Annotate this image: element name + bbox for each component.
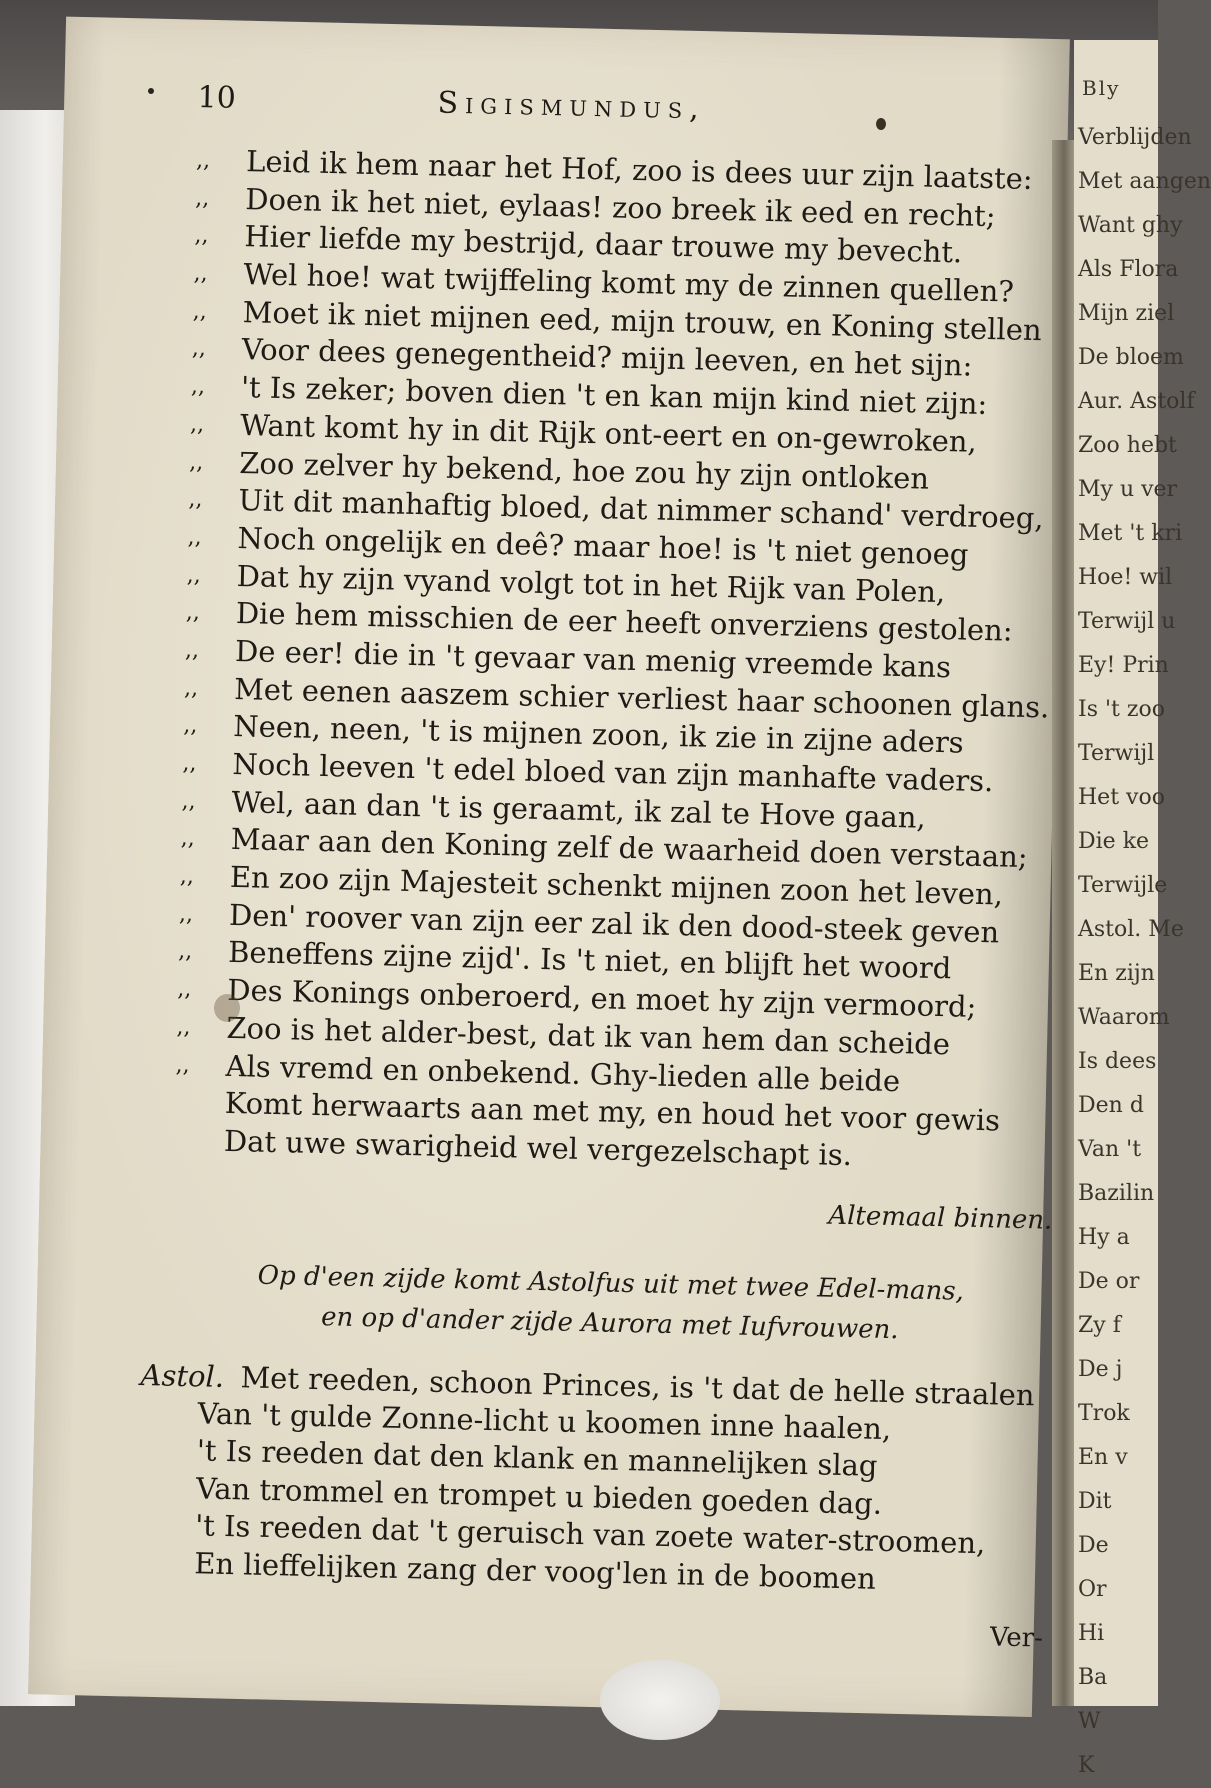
verse-line-text: Neen, neen, 't is mijnen zoon, ik zie in zijne aders — [232, 709, 965, 760]
speech-line-text: 't Is reeden dat den klank en mannelijken slag — [196, 1433, 878, 1484]
verse-line-text: Hier liefde my bestrijd, daar trouwe my bevecht. — [244, 219, 963, 270]
quote-mark: ,, — [194, 223, 209, 249]
quote-mark — [174, 1084, 225, 1123]
speech-indent — [166, 1432, 197, 1470]
facing-page-line-fragment: Terwijle — [1078, 873, 1168, 898]
facing-page-line-fragment: Or — [1078, 1577, 1107, 1602]
facing-page-line-fragment: Den d — [1078, 1093, 1144, 1118]
facing-page-line-fragment: En zijn — [1078, 961, 1155, 986]
facing-page-line-fragment: Terwijl — [1078, 741, 1155, 766]
facing-page-line-fragment: Is dees — [1078, 1049, 1157, 1074]
speech-indent — [164, 1544, 195, 1582]
quote-mark: ,, — [189, 449, 204, 475]
quote-mark: ,, — [182, 750, 197, 777]
quote-mark: ,, — [188, 487, 203, 513]
quote-mark: ,, — [187, 524, 202, 551]
ink-blot — [876, 118, 886, 130]
verse-line-text: Voor dees genegentheid? mijn leeven, en het sijn: — [241, 332, 973, 384]
verse-line-text: Komt herwaarts aan met my, en houd het voor gewis — [224, 1086, 1001, 1138]
verse-line-text: Die hem misschien de eer heeft onverziens gestolen: — [235, 596, 1013, 648]
speech-line-text: En lieffelijken zang der voog'len in de boomen — [193, 1545, 877, 1596]
quote-mark: ,, — [195, 185, 210, 211]
page-number: 10 — [197, 80, 237, 116]
quote-mark: ,, — [184, 637, 200, 664]
quote-mark: ,, — [177, 976, 192, 1003]
quote-mark: ,, — [190, 374, 206, 400]
verse-line-text: En zoo zijn Majesteit schenkt mijnen zoon het leven, — [229, 859, 1004, 912]
facing-page-line-fragment: Het voo — [1078, 785, 1165, 810]
stain-mark — [214, 994, 240, 1022]
facing-page-line-fragment: Ba — [1078, 1665, 1108, 1690]
verse-line-text: Dat hy zijn vyand volgt tot in het Rijk van Polen, — [236, 558, 946, 609]
quote-mark — [174, 1122, 225, 1161]
facing-page-line-fragment: De j — [1078, 1357, 1123, 1382]
verse-line-text: Zoo zelver hy bekend, hoe zou hy zijn ontloken — [238, 445, 930, 496]
quote-mark: ,, — [189, 411, 205, 438]
facing-page-line-fragment: Is 't zoo — [1078, 697, 1165, 722]
quote-mark: ,, — [176, 1014, 191, 1040]
finger-tip — [600, 1660, 720, 1740]
verse-line-text: Zoo is het alder-best, dat ik van hem dan scheide — [226, 1010, 951, 1062]
facing-page-line-fragment: Bazilin — [1078, 1181, 1155, 1206]
verse-line-text: De eer! die in 't gevaar van menig vreemde kans — [234, 633, 952, 685]
facing-page-line-fragment: Mijn ziel — [1078, 301, 1175, 326]
quote-mark: ,, — [180, 826, 196, 852]
verse-line-text: Den' roover van zijn eer zal ik den dood-steek geven — [228, 897, 1000, 950]
verse-line-text: Beneffens zijne zijd'. Is 't niet, en blijft het woord — [227, 935, 952, 986]
facing-page-line-fragment: Trok — [1078, 1401, 1130, 1426]
speech-line-text: Met reeden, schoon Princes, is 't dat de helle straalen — [240, 1359, 1035, 1412]
quote-mark: ,, — [193, 261, 208, 287]
facing-page-line-fragment: My u ver — [1078, 477, 1178, 502]
catchword: Ver- — [989, 1622, 1044, 1654]
verse-line-text: Als vremd en onbekend. Ghy-lieden alle beide — [225, 1048, 901, 1098]
facing-page-line-fragment: Want ghy — [1078, 213, 1183, 238]
verse-line-text: Wel hoe! wat twijffeling komt my de zinnen quellen? — [243, 257, 1015, 309]
facing-page-line-fragment: Hy a — [1078, 1225, 1130, 1250]
stage-direction-line: en op d'ander zijde Aurora met Iufvrouwen. — [320, 1301, 899, 1345]
speech-line-text: Van trommel en trompet u bieden goeden dag. — [195, 1471, 883, 1521]
facing-page-line-fragment: Zoo hebt — [1078, 433, 1177, 458]
verse-line-text: Des Konings onberoerd, en moet hy zijn vermoord; — [226, 973, 977, 1025]
entrance-stage-direction — [170, 1253, 1052, 1353]
verse-line-text: Moet ik niet mijnen eed, mijn trouw, en Koning stellen — [242, 294, 1043, 347]
facing-page-lines — [1074, 116, 1211, 1788]
speaker-name: Astol. — [140, 1357, 225, 1394]
facing-page-line-fragment: De bloem — [1078, 345, 1184, 370]
speech-indent — [165, 1507, 196, 1545]
quote-mark: ,, — [183, 675, 199, 701]
quote-mark: ,, — [177, 939, 193, 965]
exit-stage-direction: Altemaal binnen. — [828, 1200, 1053, 1236]
quote-mark: ,, — [195, 147, 211, 174]
quote-mark: ,, — [179, 863, 195, 890]
quote-mark: ,, — [183, 713, 198, 739]
verse-line-text: Doen ik het niet, eylaas! zoo breek ik eed en recht; — [244, 181, 996, 233]
facing-page-line-fragment: Verblijden — [1078, 125, 1192, 150]
facing-page-line-fragment: Die ke — [1078, 829, 1150, 854]
facing-page-running-title: Bly — [1082, 76, 1121, 100]
ink-blot — [148, 88, 154, 94]
facing-page-line-fragment: Astol. Me — [1078, 917, 1184, 942]
verse-line-text: Leid ik hem naar het Hof, zoo is dees uur zijn laatste: — [245, 144, 1034, 196]
facing-page-line-fragment: K — [1078, 1753, 1095, 1778]
facing-page-line-fragment: Terwijl u — [1078, 609, 1176, 634]
verse-line-text: Dat uwe swarigheid wel vergezelschapt is. — [223, 1123, 853, 1172]
verse-line-text: Noch ongelijk en deê? maar hoe! is 't niet genoeg — [237, 520, 969, 572]
verse-line-text: Wel, aan dan 't is geraamt, ik zal te Hove gaan, — [231, 784, 927, 835]
verse-line-text: Met eenen aaszem schier verliest haar schoonen glans. — [233, 671, 1050, 725]
facing-page-line-fragment: Met 't kri — [1078, 521, 1183, 546]
facing-page-line-fragment: Als Flora — [1078, 257, 1179, 282]
facing-page-line-fragment: De — [1078, 1533, 1109, 1558]
speech-block — [140, 1357, 1049, 1601]
verse-line-text: 't Is zeker; boven dien 't en kan mijn kind niet zijn: — [240, 370, 988, 422]
quote-mark: ,, — [181, 788, 196, 814]
quote-mark: ,, — [192, 298, 208, 325]
verse-line-text: Uit dit manhaftig bloed, dat nimmer schand' verdroeg, — [238, 483, 1044, 536]
speech-indent — [166, 1469, 197, 1507]
facing-page-line-fragment: En v — [1078, 1445, 1128, 1470]
facing-page-line-fragment: Waarom — [1078, 1005, 1170, 1030]
quote-mark: ,, — [186, 562, 202, 588]
speech-line-text: 't Is reeden dat 't geruisch van zoete water-stroomen, — [194, 1508, 986, 1561]
verse-line-text: Maar aan den Koning zelf de waarheid doen verstaan; — [230, 822, 1029, 875]
facing-page — [1074, 40, 1211, 1778]
facing-page-line-fragment: De or — [1078, 1269, 1140, 1294]
verse-line-text: Noch leeven 't edel bloed van zijn manhafte vaders. — [232, 746, 994, 799]
quote-mark: ,, — [178, 901, 194, 927]
facing-page-line-fragment: Dit — [1078, 1489, 1112, 1514]
facing-page-line-fragment: Aur. Astolf — [1078, 389, 1195, 414]
page-text-block — [140, 80, 1078, 1654]
stage-direction-line: Op d'een zijde komt Astolfus uit met twee Edel-mans, — [257, 1260, 965, 1307]
quote-mark: ,, — [185, 600, 201, 626]
quote-mark: ,, — [175, 1052, 190, 1078]
facing-page-line-fragment: Zy f — [1078, 1313, 1121, 1338]
speech-indent — [167, 1395, 198, 1433]
facing-page-line-fragment: Van 't — [1078, 1137, 1142, 1162]
facing-page-line-fragment: Hoe! wil — [1078, 565, 1173, 590]
verse-block — [174, 142, 1077, 1179]
facing-page-line-fragment: Ey! Prin — [1078, 653, 1169, 678]
verse-line-text: Want komt hy in dit Rijk ont-eert en on-gewroken, — [239, 407, 978, 459]
running-title: Sigismundus, — [437, 85, 707, 127]
facing-page-line-fragment: Met aangen — [1078, 169, 1211, 194]
facing-page-line-fragment: Hi — [1078, 1621, 1105, 1646]
facing-page-line-fragment: W — [1078, 1709, 1101, 1734]
quote-mark: ,, — [191, 336, 207, 362]
speech-line-text: Van 't gulde Zonne-licht u koomen inne haalen, — [197, 1396, 892, 1447]
